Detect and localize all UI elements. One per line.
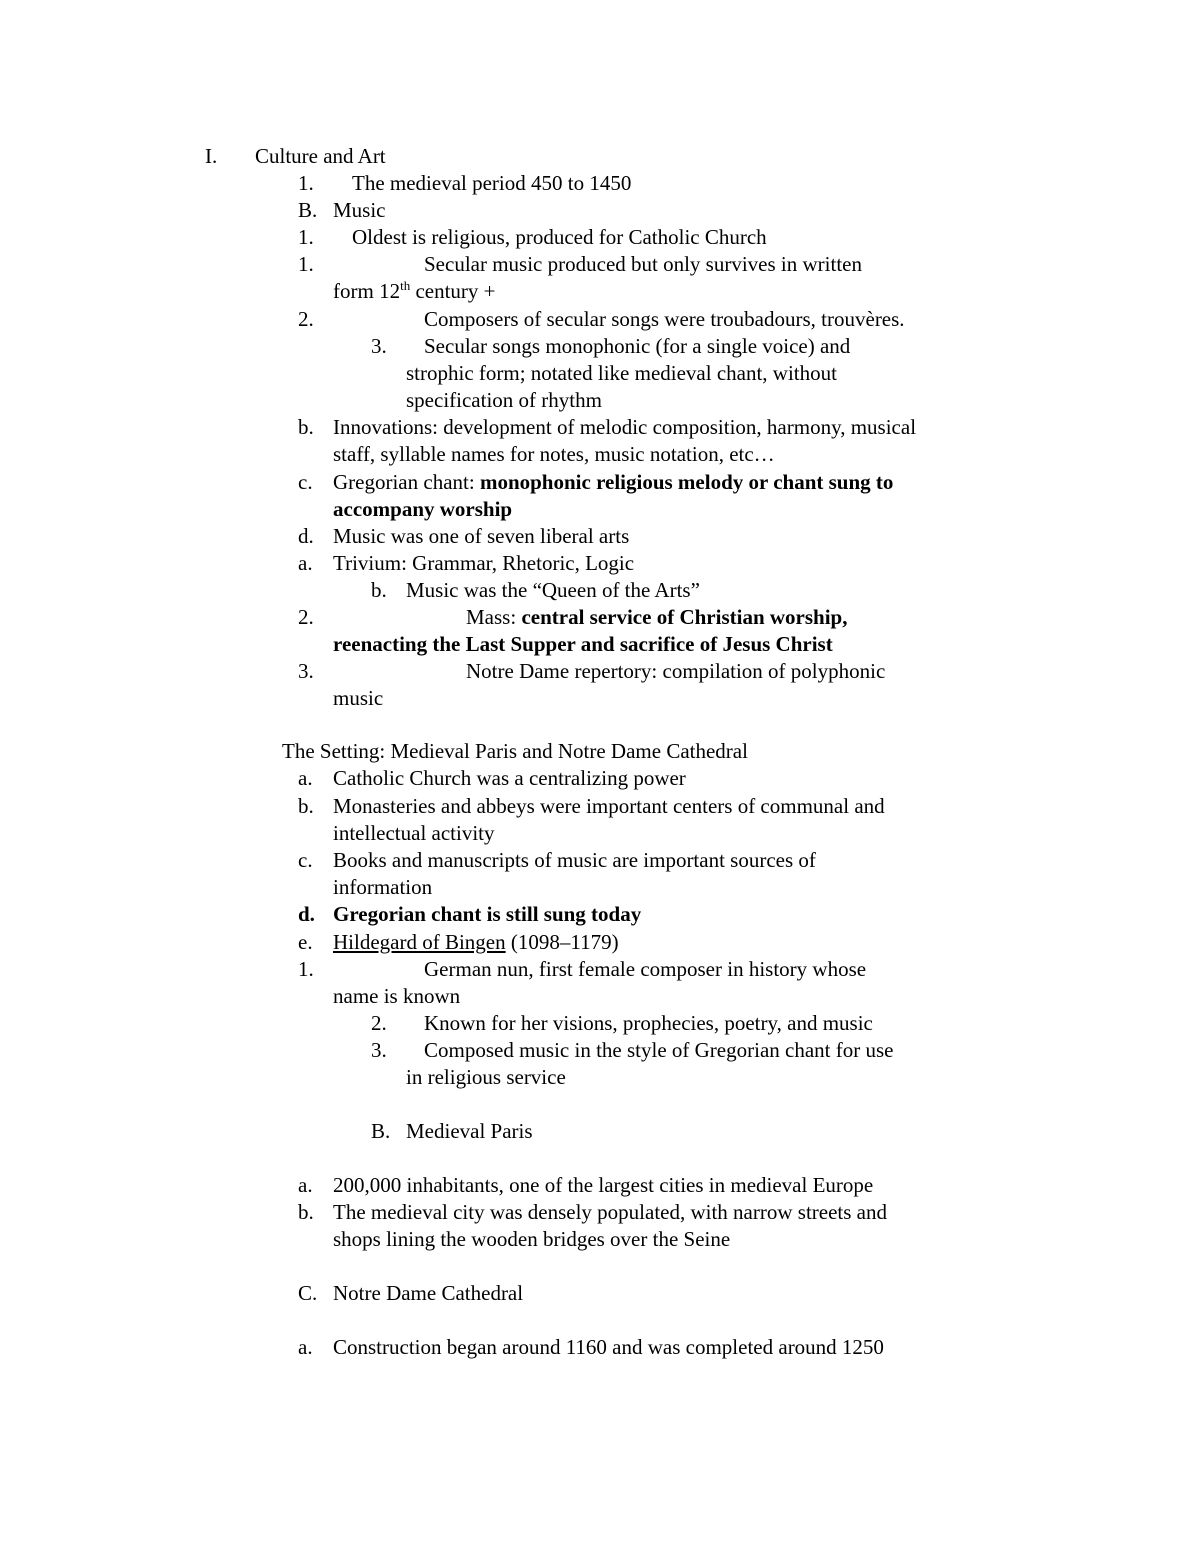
list-marker: b. bbox=[298, 415, 314, 439]
list-item: 200,000 inhabitants, one of the largest cities in medieval Europe bbox=[333, 1173, 874, 1197]
list-item: Innovations: development of melodic composition, harmony, musical bbox=[333, 415, 917, 439]
text-run: (1098–1179) bbox=[505, 930, 619, 954]
list-marker: b. bbox=[298, 794, 314, 818]
list-marker: e. bbox=[298, 930, 313, 954]
list-marker: 3. bbox=[371, 334, 387, 358]
list-marker: a. bbox=[298, 1173, 313, 1197]
list-item-continuation: intellectual activity bbox=[333, 821, 495, 845]
list-marker: b. bbox=[371, 578, 387, 602]
list-marker: 2. bbox=[371, 1011, 387, 1035]
list-item-continuation: reenacting the Last Supper and sacrifice of Jesus Christ bbox=[333, 632, 833, 656]
list-item: Monasteries and abbeys were important centers of communal and bbox=[333, 794, 885, 818]
list-item bbox=[466, 604, 847, 630]
list-marker: a. bbox=[298, 1335, 313, 1359]
list-marker: a. bbox=[298, 551, 313, 575]
list-item-continuation: staff, syllable names for notes, music notation, etc… bbox=[333, 442, 775, 466]
list-marker: c. bbox=[298, 848, 313, 872]
superscript: th bbox=[400, 278, 411, 293]
list-marker: B. bbox=[298, 198, 318, 222]
list-item-continuation: music bbox=[333, 686, 384, 710]
list-item-continuation: specification of rhythm bbox=[406, 388, 602, 412]
list-item-continuation: accompany worship bbox=[333, 497, 513, 521]
list-item: Trivium: Grammar, Rhetoric, Logic bbox=[333, 551, 635, 575]
list-item: Gregorian chant is still sung today bbox=[333, 902, 642, 926]
list-item-continuation: strophic form; notated like medieval chant, without bbox=[406, 361, 837, 385]
list-marker: b. bbox=[298, 1200, 314, 1224]
list-item: Music was one of seven liberal arts bbox=[333, 524, 630, 548]
text-run: Gregorian chant: bbox=[333, 470, 480, 494]
text-run: form 12 bbox=[333, 279, 401, 303]
list-item-continuation bbox=[333, 278, 496, 304]
list-marker: B. bbox=[371, 1119, 391, 1143]
list-item-continuation: information bbox=[333, 875, 433, 899]
list-item: Catholic Church was a centralizing power bbox=[333, 766, 686, 790]
list-marker: d. bbox=[298, 902, 315, 926]
section-heading: The Setting: Medieval Paris and Notre Dame Cathedral bbox=[282, 739, 748, 763]
list-item: Composers of secular songs were troubadours, trouvères. bbox=[424, 307, 905, 331]
list-marker: 1. bbox=[298, 171, 314, 195]
list-marker: C. bbox=[298, 1281, 318, 1305]
list-marker: 2. bbox=[298, 605, 314, 629]
list-marker: 1. bbox=[298, 225, 314, 249]
bold-text: central service of Christian worship, bbox=[521, 605, 848, 629]
list-marker: 1. bbox=[298, 957, 314, 981]
list-marker: 2. bbox=[298, 307, 314, 331]
list-item: Books and manuscripts of music are important sources of bbox=[333, 848, 816, 872]
section-heading: Notre Dame Cathedral bbox=[333, 1281, 524, 1305]
list-item: Music bbox=[333, 198, 386, 222]
section-title: Culture and Art bbox=[255, 144, 386, 168]
list-item: Oldest is religious, produced for Catholic Church bbox=[352, 225, 767, 249]
list-item: The medieval city was densely populated, with narrow streets and bbox=[333, 1200, 887, 1224]
underlined-name: Hildegard of Bingen bbox=[333, 930, 506, 954]
text-run: Mass: bbox=[466, 605, 522, 629]
list-item: Known for her visions, prophecies, poetry, and music bbox=[424, 1011, 873, 1035]
list-item-continuation: in religious service bbox=[406, 1065, 566, 1089]
list-marker: c. bbox=[298, 470, 313, 494]
list-item: The medieval period 450 to 1450 bbox=[352, 171, 632, 195]
list-item-continuation: shops lining the wooden bridges over the Seine bbox=[333, 1227, 731, 1251]
section-heading: Medieval Paris bbox=[406, 1119, 533, 1143]
list-marker: 3. bbox=[371, 1038, 387, 1062]
list-item bbox=[333, 469, 893, 495]
list-item bbox=[333, 929, 619, 955]
list-marker: d. bbox=[298, 524, 314, 548]
list-item: Composed music in the style of Gregorian chant for use bbox=[424, 1038, 894, 1062]
section-marker: I. bbox=[205, 144, 218, 168]
list-item-continuation: name is known bbox=[333, 984, 461, 1008]
list-item: German nun, first female composer in history whose bbox=[424, 957, 867, 981]
text-run: century + bbox=[410, 279, 496, 303]
list-item: Construction began around 1160 and was completed around 1250 bbox=[333, 1335, 884, 1359]
list-item: Notre Dame repertory: compilation of polyphonic bbox=[466, 659, 886, 683]
list-marker: a. bbox=[298, 766, 313, 790]
bold-text: monophonic religious melody or chant sung to bbox=[479, 470, 894, 494]
list-marker: 3. bbox=[298, 659, 314, 683]
list-item: Music was the “Queen of the Arts” bbox=[406, 578, 700, 602]
list-item: Secular music produced but only survives in written bbox=[424, 252, 862, 276]
list-marker: 1. bbox=[298, 252, 314, 276]
list-item: Secular songs monophonic (for a single voice) and bbox=[424, 334, 851, 358]
